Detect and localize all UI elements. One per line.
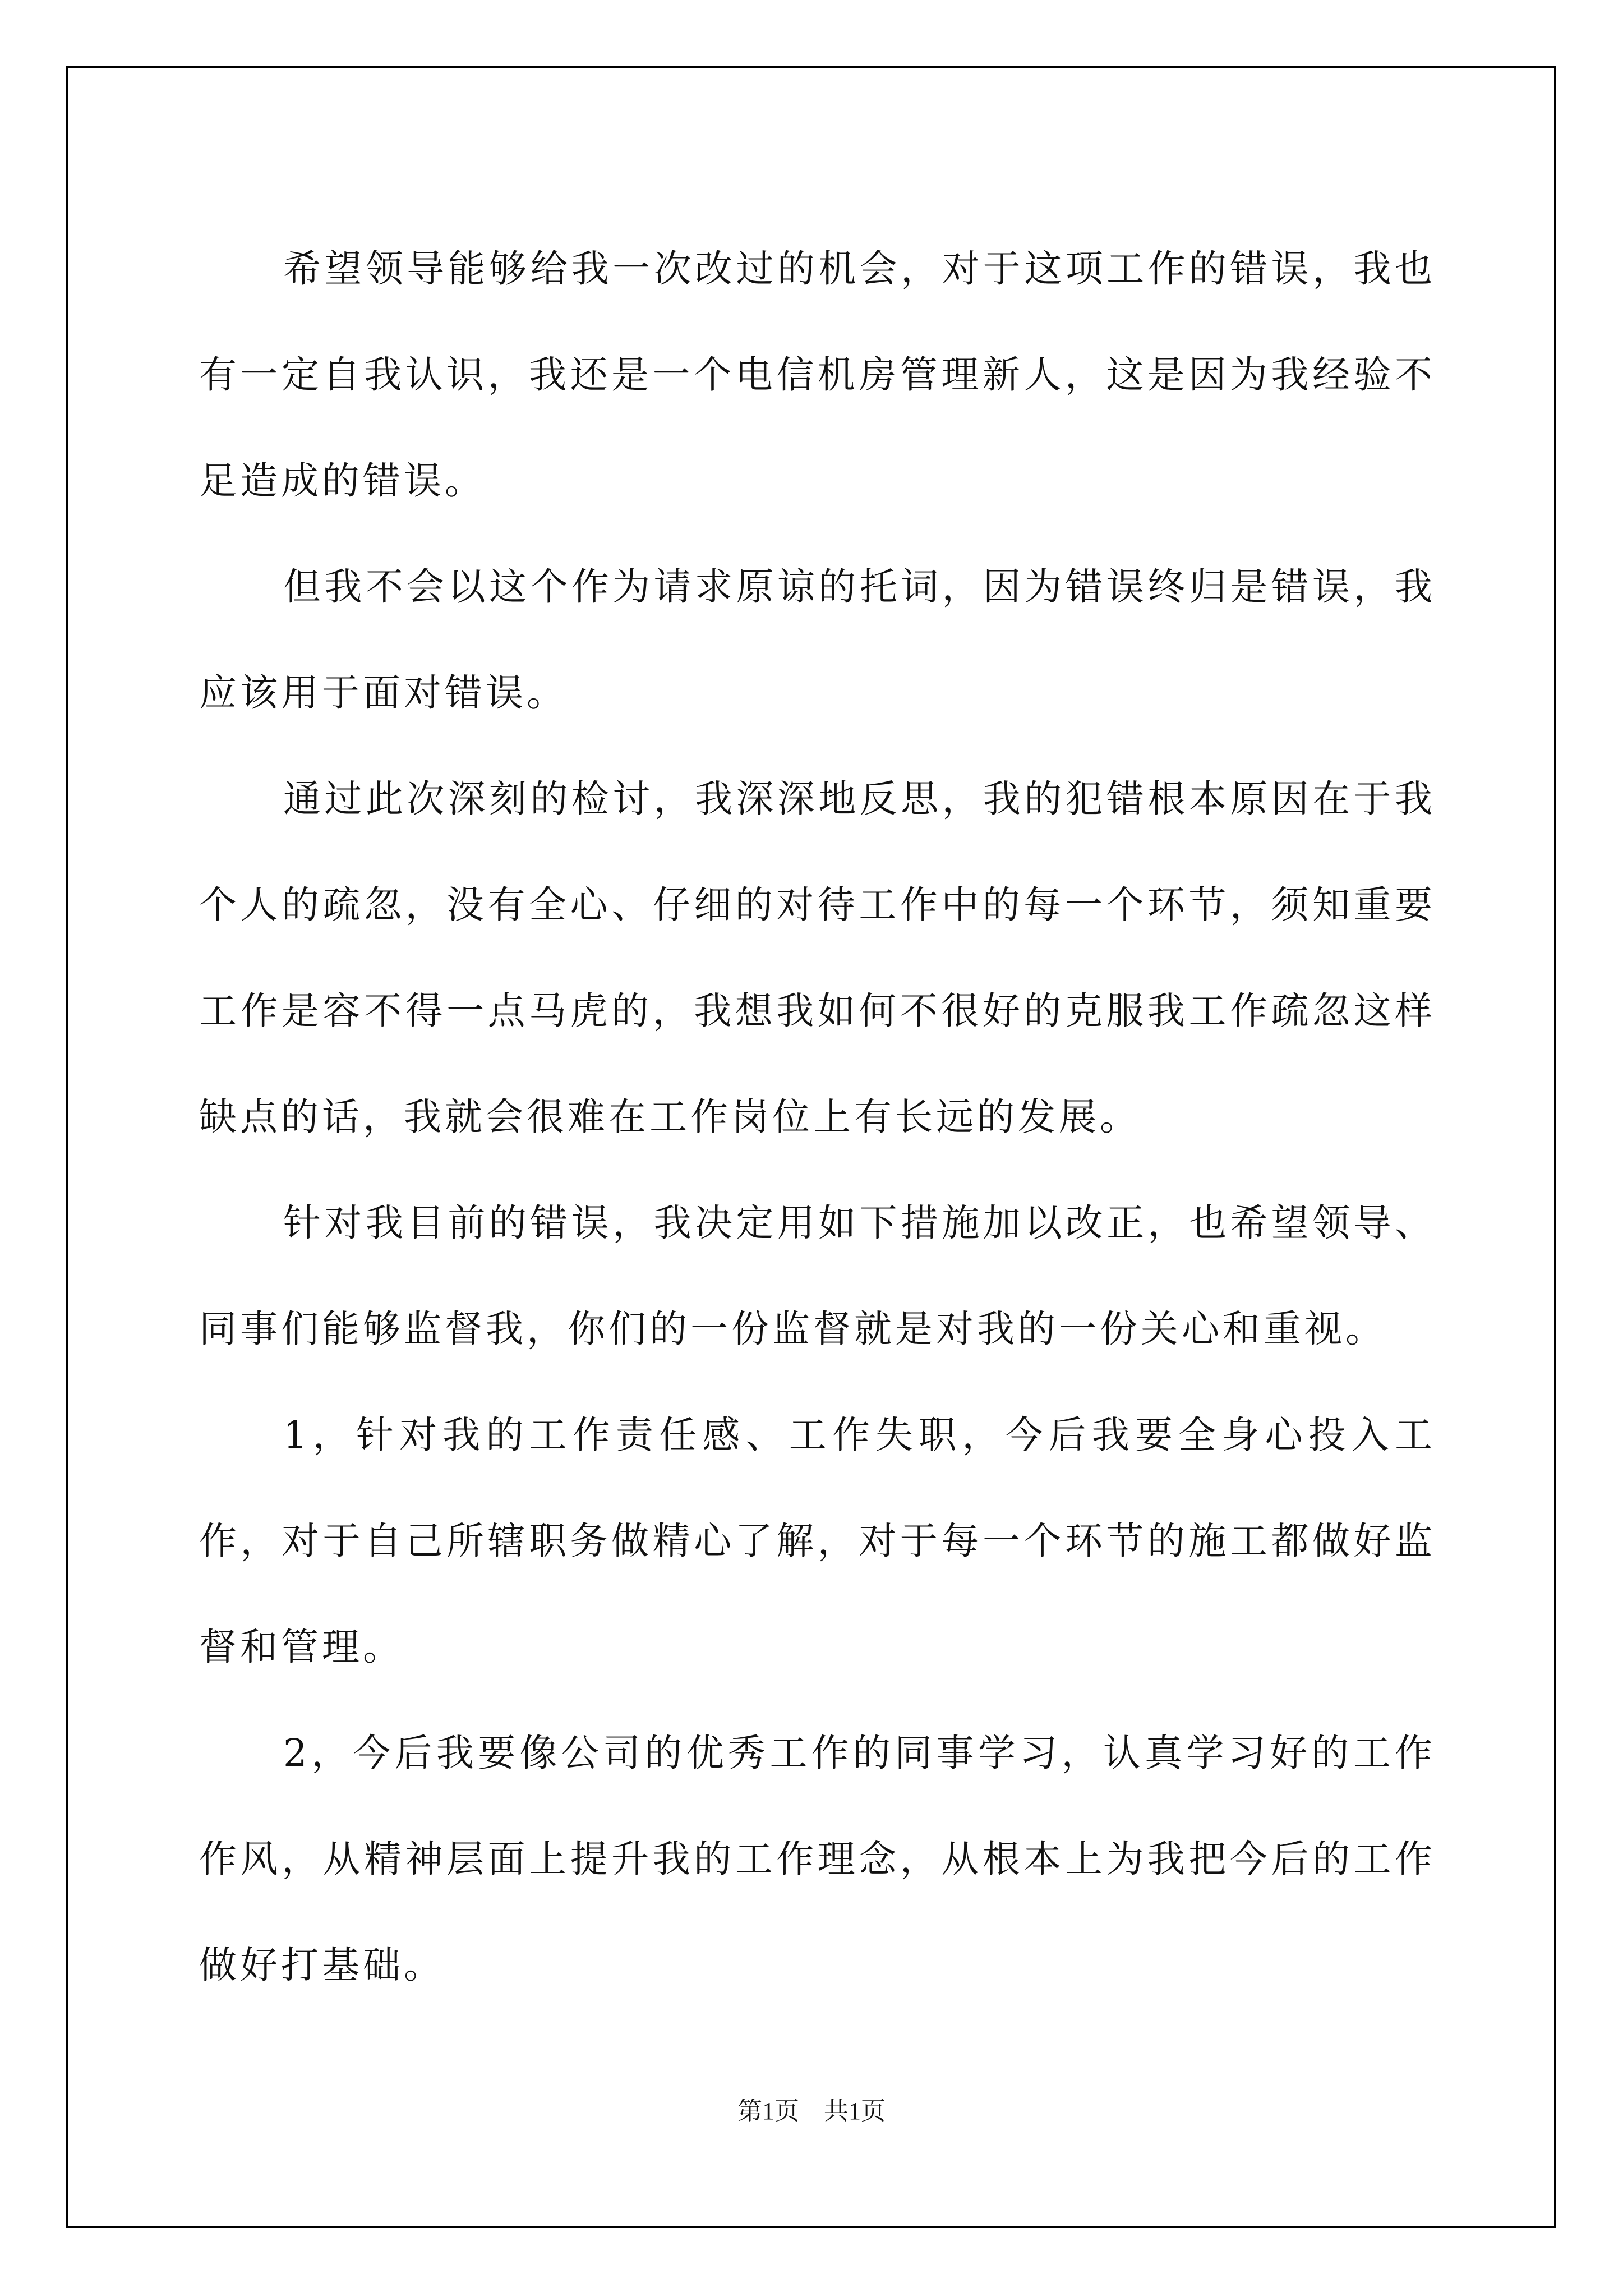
paragraph: 但我不会以这个作为请求原谅的托词，因为错误终归是错误，我应该用于面对错误。 [199,565,1436,715]
paragraph: 2，今后我要像公司的优秀工作的同事学习，认真学习好的工作作风，从精神层面上提升我的工作理念，从根本上为我把今后的工作做好打基础。 [199,1731,1436,1987]
paragraph: 希望领导能够给我一次改过的机会，对于这项工作的错误，我也有一定自我认识，我还是一个电信机房管理新人，这是因为我经验不足造成的错误。 [199,247,1436,503]
paragraph: 1，针对我的工作责任感、工作失职，今后我要全身心投入工作，对于自己所辖职务做精心了解，对于每一个环节的施工都做好监督和管理。 [199,1413,1436,1669]
page-footer [0,2091,1623,2127]
page-number-current: 第1页 [737,2097,799,2125]
paragraph: 针对我目前的错误，我决定用如下措施加以改正，也希望领导、同事们能够监督我，你们的一份监督就是对我的一份关心和重视。 [199,1201,1436,1351]
page-number-total: 共1页 [824,2097,886,2125]
paragraph: 通过此次深刻的检讨，我深深地反思，我的犯错根本原因在于我个人的疏忽，没有全心、仔细的对待工作中的每一个环节，须知重要工作是容不得一点马虎的，我想我如何不很好的克服我工作疏忽这样缺点的话，我就会很难在工作岗位上有长远的发展。 [199,777,1436,1139]
document-body [199,216,1436,2018]
